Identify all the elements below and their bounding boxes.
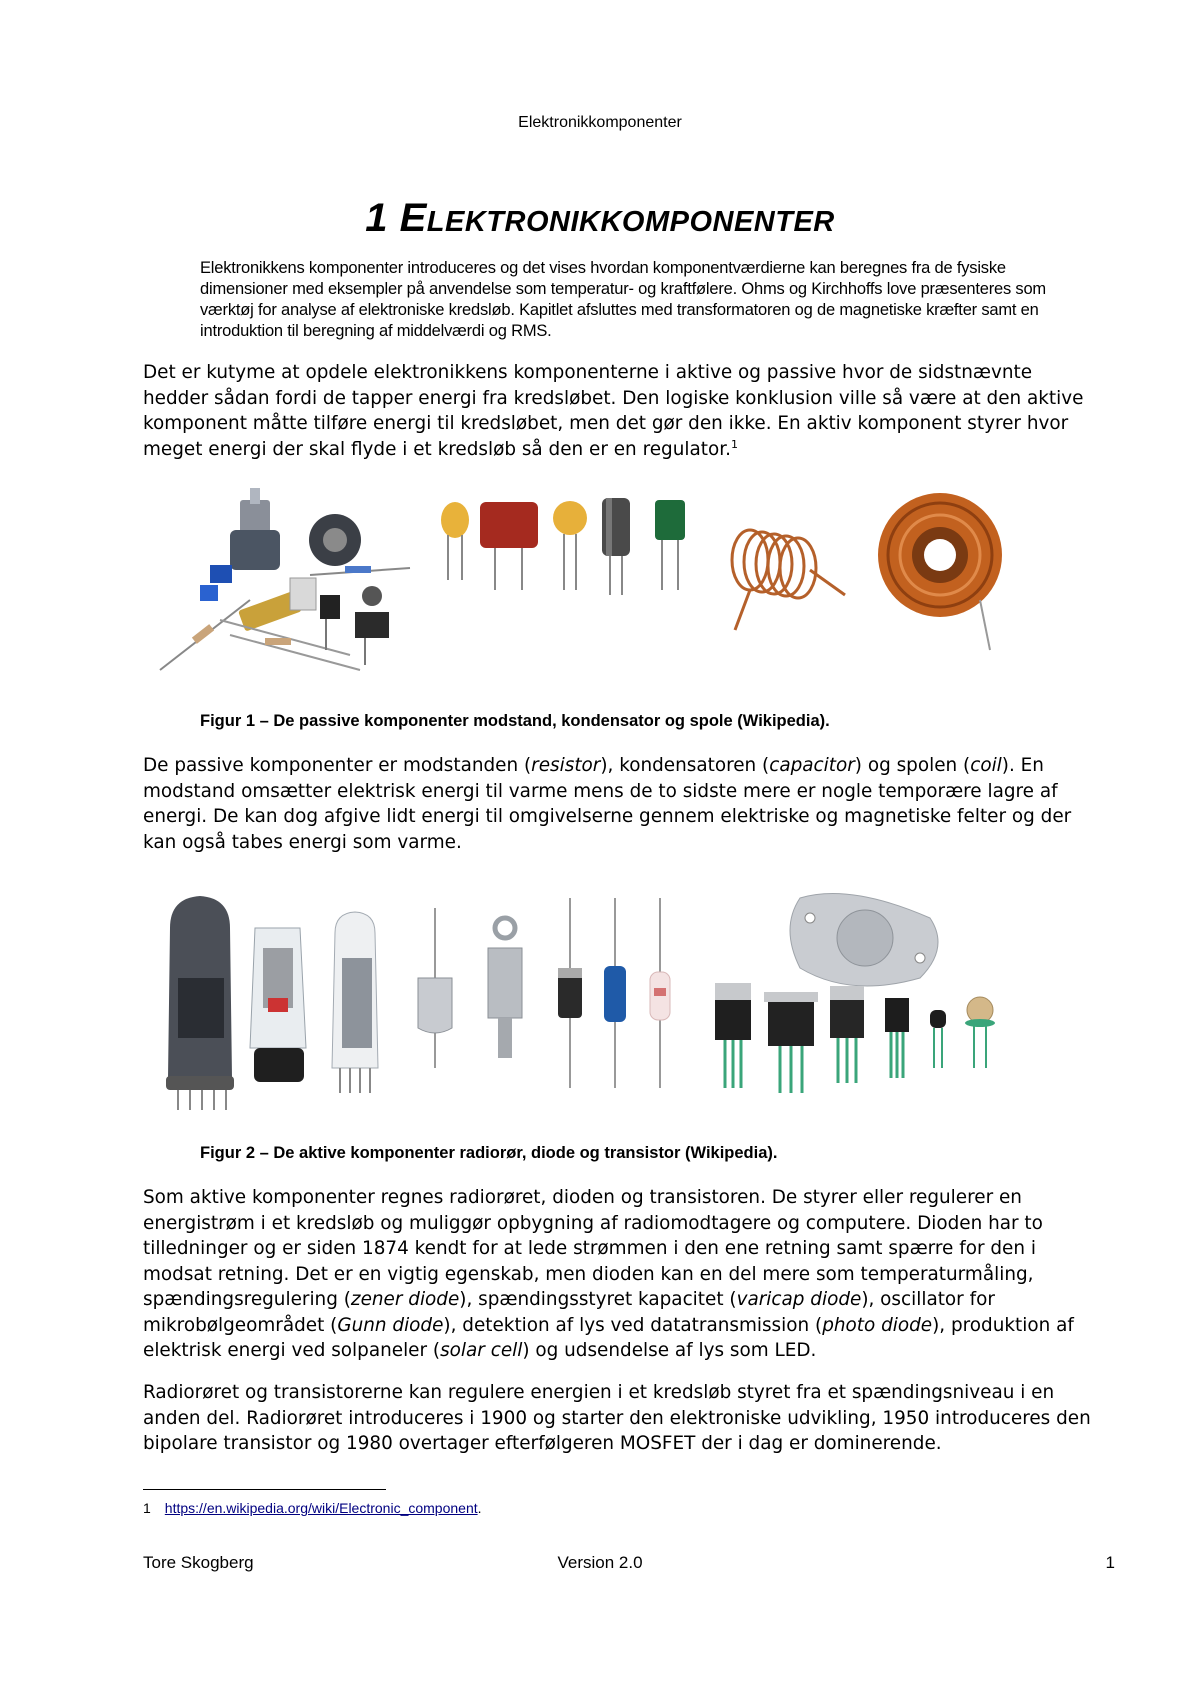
capacitors-image — [441, 498, 685, 595]
term-coil: coil — [970, 755, 1002, 776]
term-resistor: resistor — [531, 755, 601, 776]
term-capacitor: capacitor — [769, 755, 855, 776]
coils-image — [732, 493, 1002, 650]
paragraph-history: Radiorøret og transistorerne kan regulere energien i et kredsløb styret fra et spændingsniveau i en anden del. Radiorøret introduceres i 1900 og starter den elektroniske udvikling, 1950 introduceres den bipolare transistor og 1980 overtager efterfølgeren MOSFET der i dag er dominerende. — [143, 1382, 1091, 1454]
resistors-potentiometers-image — [160, 488, 410, 670]
chapter-title-rest: LEKTRONIKKOMPONENTER — [426, 206, 835, 238]
footer-version: Version 2.0 — [557, 1553, 643, 1572]
paragraph-active-text-4: ), detektion af lys ved datatransmission ( — [443, 1314, 823, 1336]
paragraph-passive-text-1: De passive komponenter er modstanden ( — [143, 755, 532, 776]
footnote-trail: . — [477, 1500, 482, 1516]
chapter-number: 1 — [365, 196, 388, 240]
footnote-separator — [143, 1489, 386, 1490]
running-header: Elektronikkomponenter — [518, 114, 682, 131]
paragraph-active-text-5: ), produktion af elektrisk energi ved solpaneler ( — [143, 1314, 1074, 1361]
footnote-number: 1 — [143, 1500, 151, 1516]
paragraph-passive-text-2: ), kondensatoren ( — [600, 755, 770, 776]
term-varicap-diode: varicap diode — [736, 1289, 862, 1310]
footnote-reference[interactable]: 1 — [730, 437, 738, 451]
paragraph-active-text-3: ), oscillator for mikrobølgeområdet ( — [143, 1289, 995, 1336]
figure-2-caption: Figur 2 – De aktive komponenter radiorør, diode og transistor (Wikipedia). — [200, 1144, 778, 1162]
radio-tubes-image — [166, 896, 378, 1110]
paragraph-active-text-1: Som aktive komponenter regnes radiorøret, dioden og transistoren. De styrer eller regulerer en energistrøm i et kredsløb og muliggør opbygning af radiomodtagere og computere. Dioden har to tilledninger og er siden 1874 kendt for at lede strømmen i den ene retning samt spærre for den i modsat retning. Det er en vigtig egenskab, men dioden kan en del mere som temperaturmåling, spændingsregulering ( — [143, 1187, 1043, 1310]
footnote — [143, 1500, 482, 1516]
paragraph-intro — [143, 360, 1103, 462]
paragraph-passive-text-4: ). En modstand omsætter elektrisk energi til varme mens de to sidste mere er nogle temporære lagre af energi. De kan dog afgive lidt energi til omgivelserne gennem elektriske og magnetiske felter og der kan også tabes energi som varme. — [143, 755, 1072, 853]
paragraph-active-text-6: ) og udsendelse af lys som LED. — [522, 1340, 817, 1361]
chapter-abstract: Elektronikkens komponenter introduceres og det vises hvordan komponentværdierne kan beregnes fra de fysiske dimensioner med eksempler på anvendelse som temperatur- og kraftfølere. Ohms og Kirchhoffs love præsenteres som værktøj for analyse af elektroniske kredsløb. Kapitlet afsluttes med transformatoren og de magnetiske kræfter samt en introduktion til beregning af middelværdi og RMS. — [200, 259, 1046, 340]
paragraph-passive-text-3: ) og spolen ( — [854, 755, 971, 776]
term-gunn-diode: Gunn diode — [337, 1314, 444, 1336]
figure-passive-components — [150, 480, 1090, 690]
figure-1-caption: Figur 1 – De passive komponenter modstand, kondensator og spole (Wikipedia). — [200, 712, 830, 730]
footer-page-number: 1 — [1105, 1553, 1115, 1572]
paragraph-active — [143, 1185, 1103, 1364]
figure-active-components — [150, 888, 1090, 1128]
paragraph-passive — [143, 753, 1103, 855]
term-solar-cell: solar cell — [440, 1340, 523, 1361]
footer-author: Tore Skogberg — [143, 1553, 254, 1572]
chapter-first-letter: E — [399, 196, 427, 240]
transistors-image — [715, 894, 995, 1094]
term-zener-diode: zener diode — [350, 1289, 460, 1310]
chapter-title — [0, 196, 1200, 241]
footnote-link[interactable]: https://en.wikipedia.org/wiki/Electronic_component — [164, 1500, 478, 1516]
diodes-image — [418, 898, 670, 1088]
term-photo-diode: photo diode — [822, 1314, 933, 1336]
paragraph-intro-text: Det er kutyme at opdele elektronikkens komponenterne i aktive og passive hvor de sidstnævnte hedder sådan fordi de tapper energi fra kredsløbet. Den logiske konklusion ville så være at den aktive komponent måtte tilføre energi til kredsløbet, men det gør den ikke. En aktiv komponent styrer hvor meget energi der skal flyde i et kredsløb så den er en regulator. — [143, 362, 1084, 460]
paragraph-active-text-2: ), spændingsstyret kapacitet ( — [459, 1289, 737, 1310]
